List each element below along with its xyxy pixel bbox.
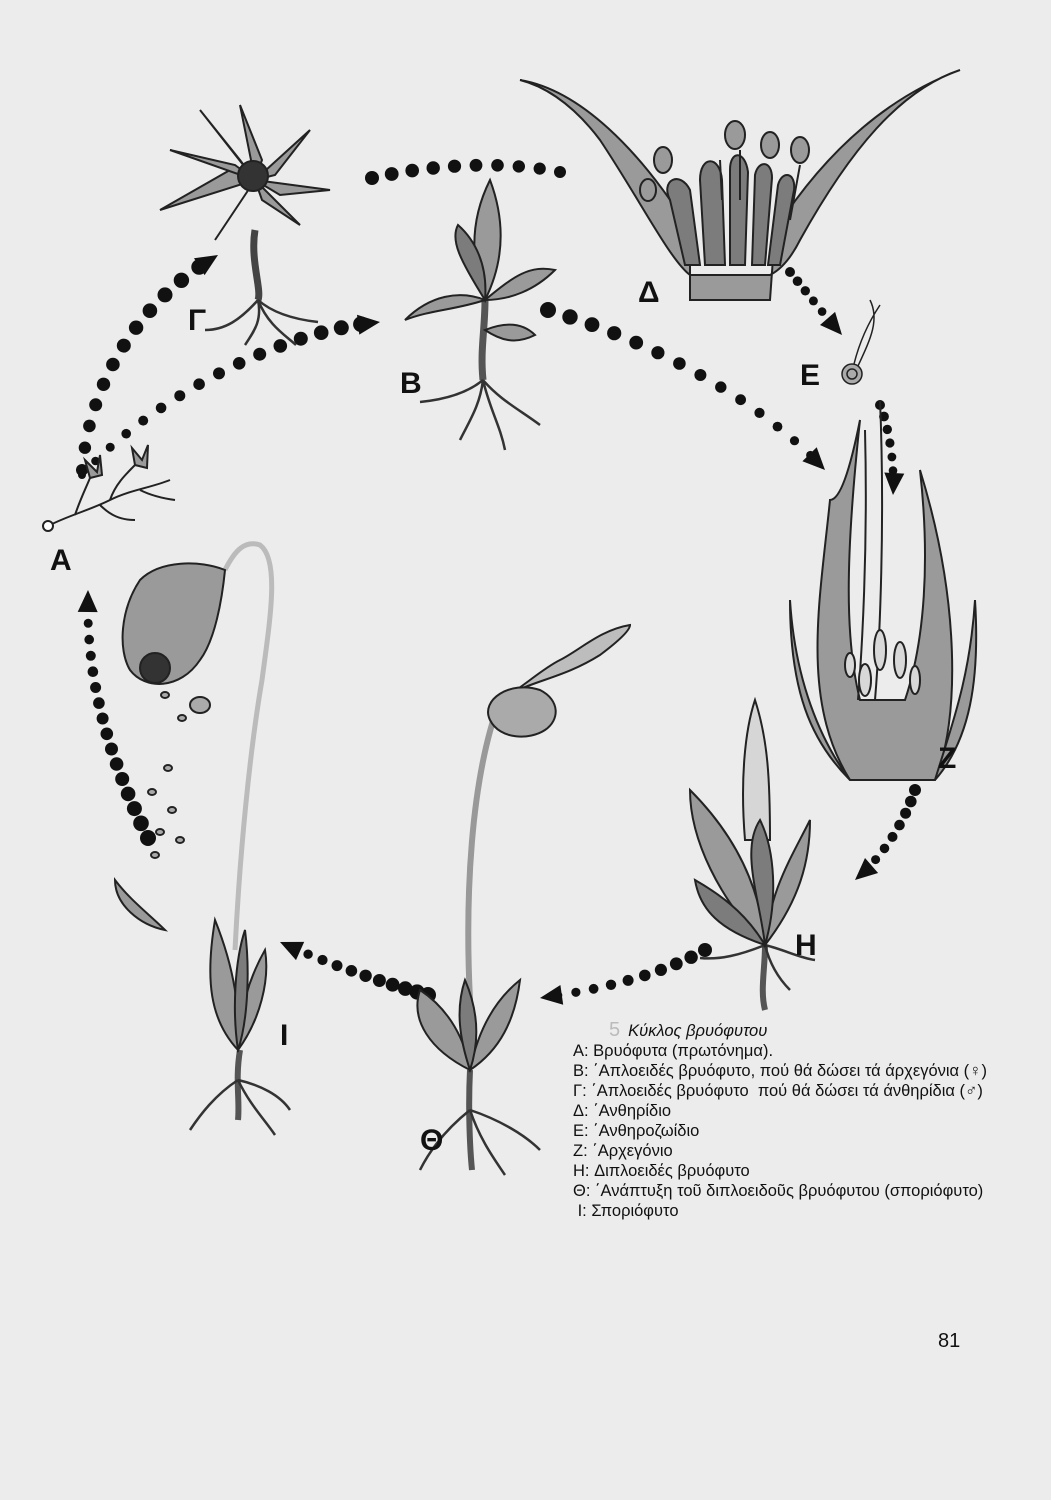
dot [106,443,115,452]
dot [156,403,167,414]
caption-item-Gamma: Γ: ΄Απλοειδές βρυόφυτο πού θά δώσει τά άνθηρίδια (♂) [573,1082,983,1100]
dot [513,160,525,172]
dot [83,420,96,433]
dot [793,276,803,286]
dot [880,844,890,854]
dot [89,398,102,411]
label-A: A [50,544,72,577]
arrow-H-to-Theta [540,943,712,1005]
dot [801,286,810,295]
arrow-Gamma-to-Delta [365,159,566,185]
dot [174,273,189,288]
dot [386,978,400,992]
label-Gamma: Γ [188,304,207,337]
dot [97,713,109,725]
dot [888,453,897,462]
dot [398,981,413,996]
dot [754,408,764,418]
label-E: E [800,359,821,392]
dot [871,855,880,864]
antherozoid-illustration [842,300,880,384]
arrow-A-to-Gamma [76,255,218,476]
dot [655,964,667,976]
male-gametophyte-illustration [160,105,330,345]
label-Theta: Θ [420,1124,444,1157]
caption-item-Theta: Θ: ΄Ανάπτυξη τοῦ διπλοειδοῦς βρυόφυτου (σποριόφυτο) [573,1182,984,1200]
arrowhead [280,942,304,960]
dot [629,336,643,350]
caption-item-E: E: ΄Ανθηροζωίδιο [573,1122,700,1140]
dot [84,635,94,645]
dot [670,957,683,970]
dot [127,801,142,816]
caption-item-B: B: ΄Απλοειδές βρυόφυτο, πού θά δώσει τά άρχεγόνια (♀) [573,1062,988,1080]
dot [129,321,143,335]
label-Delta: Δ [638,276,660,309]
arrowhead [357,315,380,335]
dot [97,378,110,391]
caption-item-A: A: Βρυόφυτα (πρωτόνημα). [573,1042,774,1060]
dot [90,682,101,693]
dot [909,784,921,796]
dot [303,950,312,959]
dot [470,159,483,172]
dot [143,303,158,318]
dot [332,960,343,971]
dot [385,167,399,181]
dot [606,980,616,990]
dot [623,975,634,986]
dot [639,970,651,982]
dot [885,438,894,447]
dot [233,357,246,370]
figure-caption [573,1020,993,1221]
dot [317,955,327,965]
dot [138,416,148,426]
protonema-illustration [43,445,175,531]
dot [698,943,712,957]
dot [905,796,917,808]
page-number: 81 [938,1330,961,1352]
dot [562,309,577,324]
dot [684,951,697,964]
dot [110,757,124,771]
dot [554,166,566,178]
arrow-B-to-Z [540,302,825,470]
dot [84,619,93,628]
dot [101,728,114,741]
female-gametophyte-illustration [405,180,555,450]
figure-number: 5 [609,1019,621,1041]
dot [117,339,131,353]
diploid-plant-illustration [690,700,815,1010]
dot [93,697,105,709]
dot [253,348,266,361]
dot [607,326,621,340]
antheridium-illustration [520,70,960,300]
arrowhead [78,590,98,612]
dot [193,378,205,390]
dot [427,161,440,174]
dot [105,743,118,756]
caption-item-H: H: Διπλοειδές βρυόφυτο [573,1162,750,1180]
arrowhead [802,447,825,470]
dot [405,164,419,178]
dot [346,965,358,977]
dot [133,816,149,832]
dot [314,325,329,340]
dot [86,651,96,661]
dot [735,394,746,405]
dot [785,267,795,277]
dot [448,160,461,173]
label-I: I [280,1019,289,1052]
dot [534,163,546,175]
arrowhead [540,985,563,1005]
dot [365,171,379,185]
dot [174,390,185,401]
caption-item-I: I: Σποριόφυτο [573,1202,679,1220]
dot [88,666,99,677]
dot [589,984,599,994]
label-Z: Z [938,742,957,775]
dot [79,442,91,454]
dot [585,317,600,332]
dot [883,425,892,434]
dot [651,346,664,359]
caption-item-Delta: Δ: ΄Ανθηρίδιο [573,1102,672,1120]
dot [121,787,136,802]
dot [213,367,225,379]
dot [894,820,905,831]
dot [158,287,173,302]
dot [715,381,726,392]
dot [491,159,504,172]
dot [115,772,129,786]
dot [359,970,371,982]
label-H: H [795,929,817,962]
dot [274,339,288,353]
label-B: B [400,367,422,400]
dot [673,357,686,370]
dot [809,296,818,305]
dot [140,830,156,846]
dot [571,988,580,997]
caption-title [609,1020,993,1041]
dot [121,429,131,439]
caption-title-text: Κύκλος βρυόφυτου [628,1022,768,1040]
arrow-Z-to-H [855,784,921,880]
dot [106,358,120,372]
arrow-Theta-to-I [280,942,436,1003]
dot [373,974,386,987]
dot [540,302,556,318]
caption-item-Z: Z: ΄Αρχεγόνιο [573,1142,673,1160]
dot [888,832,898,842]
dot [773,422,783,432]
dot [694,369,706,381]
arrow-Delta-to-E [785,267,842,335]
dot [818,307,827,316]
arrowhead [884,473,904,496]
dot [900,808,911,819]
dot [334,320,349,335]
dot [790,436,799,445]
arrow-E-to-Z [875,400,904,495]
